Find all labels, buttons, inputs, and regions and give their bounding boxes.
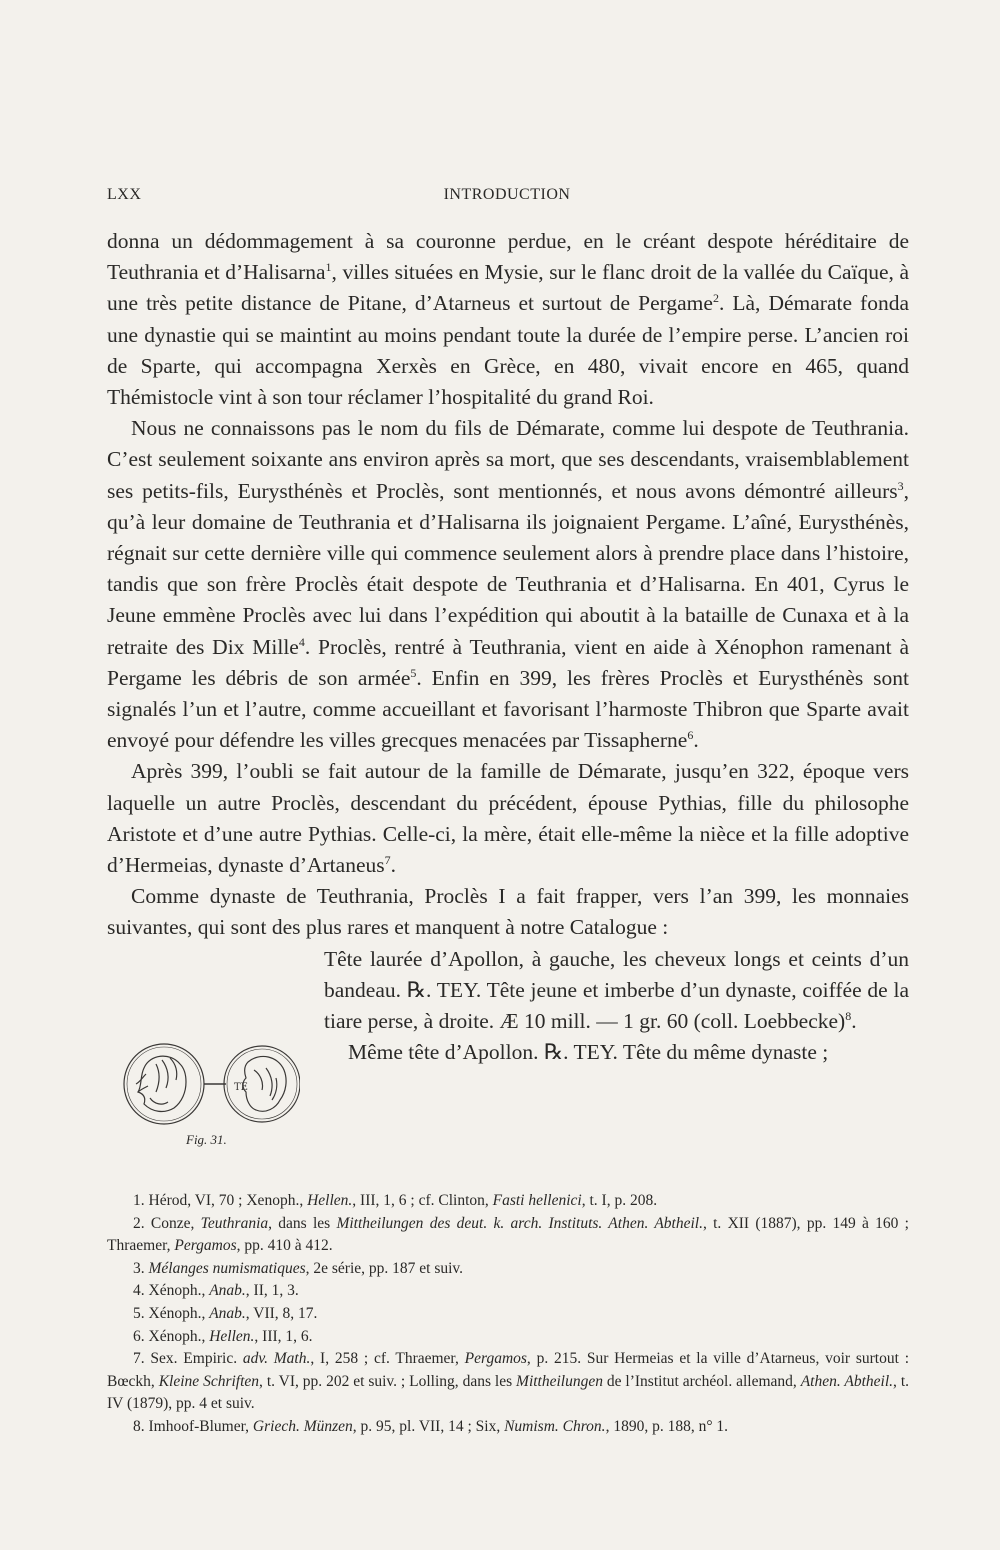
footnote: [107, 1348, 909, 1416]
footnote-ref: 4: [298, 634, 305, 649]
text-run: .: [851, 1009, 857, 1034]
text-run: 2. Conze,: [133, 1214, 201, 1232]
text-run: donna un dédommagement à sa couronne perdue, en le créant despote héréditaire de Teuthrania et d’Halisarna: [107, 229, 909, 285]
italic-text: adv. Math.: [242, 1350, 311, 1368]
text-run: , 2e série, pp. 187 et suiv.: [305, 1259, 464, 1277]
text-run: .: [390, 853, 396, 878]
coin-description: [107, 944, 909, 1038]
text-run: Même tête d’Apollon. ℞. TEY. Tête du même dynaste ;: [348, 1040, 829, 1065]
footnotes: [107, 1190, 909, 1439]
svg-text:TE: TE: [234, 1082, 248, 1093]
text-run: , VII, 8, 17.: [245, 1304, 318, 1322]
text-run: . Proclès, rentré à Teuthrania, vient en aide à Xénophon ramenant à Pergame les débris de son armée: [107, 634, 909, 690]
text-run: 5. Xénoph.,: [133, 1304, 210, 1322]
footnote: [107, 1416, 909, 1439]
text-run: Après 399, l’oubli se fait autour de la famille de Démarate, jusqu’en 322, époque vers laquelle un autre Proclès, descendant du précédent, épouse Pythias, fille du philosophe Aristote et d’une autre Pythias. Celle-ci, la mère, était elle-même la nièce et la fille adoptive d’Hermeias, dynaste d’Artaneus: [107, 759, 909, 878]
text-run: , 1890, p. 188, n° 1.: [605, 1417, 729, 1435]
italic-text: Athen. Abtheil.: [800, 1372, 894, 1390]
text-run: , qu’à leur domaine de Teuthrania et d’Halisarna ils joignaient Pergame. L’aîné, Eurysthénès, régnait sur cette dernière ville qui commence seulement alors à prendre place dans l’histoire, tandis que son frère Proclès était despote de Teuthrania et d’Halisarna. En 401, Cyrus le Jeune emmène Proclès avec lui dans l’expédition qui aboutit à la bataille de Cunaxa et à la retraite des Dix Mille: [107, 478, 909, 659]
footnote: [107, 1303, 909, 1326]
text-run: , p. 215. Sur Hermeias et la ville d’Atarneus, voir surtout : Bœckh,: [107, 1350, 909, 1390]
text-run: , p. 95, pl. VII, 14 ; Six,: [352, 1417, 505, 1435]
footnote-ref: 6: [687, 728, 694, 743]
footnote: [107, 1326, 909, 1349]
footnote-ref: 8: [845, 1009, 852, 1024]
figure-caption: Fig. 31.: [186, 1132, 227, 1147]
italic-text: Anab.: [209, 1304, 246, 1322]
text-run: , t. XII (1887), pp. 149 à 160 ; Thraemer,: [107, 1214, 909, 1255]
text-run: 1. Hérod, VI, 70 ; Xenoph.,: [133, 1192, 308, 1209]
coin-figure: [120, 1034, 300, 1146]
text-run: , III, 1, 6.: [254, 1327, 313, 1345]
footnote-ref: 3: [897, 478, 904, 493]
italic-text: Kleine Schriften: [158, 1372, 260, 1390]
main-text: [107, 226, 909, 1068]
italic-text: Mélanges numismatiques: [148, 1259, 306, 1277]
italic-text: Numism. Chron.: [504, 1417, 606, 1435]
italic-text: Pergamos: [464, 1350, 527, 1368]
text-run: , pp. 410 à 412.: [236, 1237, 333, 1255]
running-title: INTRODUCTION: [443, 186, 571, 203]
italic-text: Hellen.: [209, 1327, 255, 1345]
paragraph: [107, 226, 909, 413]
text-run: 3.: [133, 1259, 149, 1277]
page-number: LXX: [107, 186, 142, 203]
footnote: [107, 1258, 909, 1281]
footnote-ref: 7: [384, 853, 391, 868]
text-run: de l’Institut archéol. allemand,: [602, 1372, 801, 1390]
paragraph: [107, 881, 909, 943]
text-run: , t. I, p. 208.: [581, 1192, 658, 1209]
italic-text: Anab.: [209, 1282, 246, 1300]
italic-text: Mittheilungen: [516, 1372, 603, 1390]
text-run: . Enfin en 399, les frères Proclès et Eurysthénès sont signalés l’un et l’autre, comme accueillant et favorisant l’harmoste Thibron que Sparte avait envoyé pour défendre les villes grecques menacées par Tissapherne: [107, 665, 909, 753]
text-run: , dans les: [268, 1214, 337, 1232]
text-run: . Là, Démarate fonda une dynastie qui se maintint au moins pendant toute la durée de l’empire perse. L’ancien roi de Sparte, qui accompagna Xerxès en Grèce, en 480, vivait encore en 465, quand Thémistocle vint à son tour réclamer l’hospitalité du grand Roi.: [107, 291, 909, 410]
paragraph: [107, 413, 909, 756]
text-run: Comme dynaste de Teuthrania, Proclès I a fait frapper, vers l’an 399, les monnaies suivantes, qui sont des plus rares et manquent à notre Catalogue :: [107, 884, 909, 940]
text-run: , III, 1, 6 ; cf. Clinton,: [352, 1192, 493, 1209]
text-run: , villes situées en Mysie, sur le flanc droit de la vallée du Caïque, à une très petite distance de Pitane, d’Atarneus et surtout de Pergame: [107, 260, 909, 316]
text-run: , t. VI, pp. 202 et suiv. ; Lolling, dans les: [259, 1372, 517, 1390]
footnote: [107, 1213, 909, 1258]
footnote: [107, 1190, 909, 1213]
footnote-ref: 2: [712, 291, 719, 306]
italic-text: Hellen.: [307, 1192, 353, 1209]
italic-text: Pergamos: [174, 1237, 237, 1255]
footnote: [107, 1280, 909, 1303]
text-run: 4. Xénoph.,: [133, 1282, 210, 1300]
coin-reverse-dynast: [224, 1046, 300, 1122]
text-run: Tête laurée d’Apollon, à gauche, les cheveux longs et ceints d’un bandeau. ℞. TEY. Tête jeune et imberbe d’un dynaste, coiffée de la tiare perse, à droite. Æ 10 mill. — 1 gr. 60 (coll. Loebbecke): [324, 946, 909, 1034]
text-run: 6. Xénoph.,: [133, 1327, 210, 1345]
paragraph: [107, 756, 909, 881]
running-head: [107, 186, 907, 210]
coin-obverse-apollon: [124, 1044, 204, 1124]
text-run: 8. Imhoof-Blumer,: [133, 1417, 253, 1435]
text-run: , t. IV (1879), pp. 4 et suiv.: [107, 1372, 909, 1413]
text-run: , I, 258 ; cf. Thraemer,: [310, 1350, 465, 1368]
footnote-ref: 1: [325, 260, 332, 275]
italic-text: Griech. Münzen: [252, 1417, 353, 1435]
text-run: .: [693, 728, 699, 753]
text-run: 7. Sex. Empiric.: [133, 1350, 243, 1368]
text-run: , II, 1, 3.: [245, 1282, 299, 1300]
italic-text: Fasti hellenici: [492, 1192, 582, 1209]
italic-text: Teuthrania: [200, 1214, 269, 1232]
footnote-ref: 5: [410, 665, 417, 680]
text-run: Nous ne connaissons pas le nom du fils de Démarate, comme lui despote de Teuthrania. C’est seulement soixante ans environ après sa mort, que ses descendants, vraisemblablement ses petits-fils, Eurysthénès et Proclès, sont mentionnés, et nous avons démontré ailleurs: [107, 416, 909, 503]
italic-text: Mittheilungen des deut. k. arch. Instituts. Athen. Abtheil.: [336, 1214, 703, 1232]
